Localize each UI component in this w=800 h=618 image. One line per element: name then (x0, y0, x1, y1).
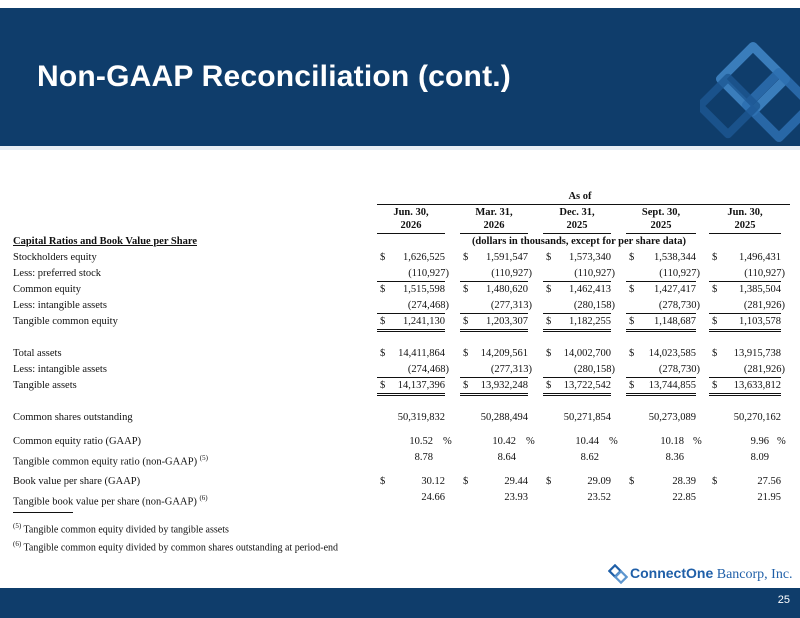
row-label: Stockholders equity (13, 252, 97, 263)
currency-sign: $ (380, 348, 386, 359)
table-cell: 50,270,162 (733, 412, 781, 423)
total-rule (460, 393, 528, 394)
table-cell: 10.18 (660, 436, 684, 447)
currency-sign: $ (463, 316, 469, 327)
table-cell: 13,932,248 (480, 380, 528, 391)
table-cell: (281,926) (743, 300, 785, 311)
table-cell: 1,573,340 (569, 252, 611, 263)
table-cell: (277,313) (490, 364, 532, 375)
table-cell: 1,538,344 (654, 252, 696, 263)
table-cell: 9.96 (750, 436, 769, 447)
table-cell: 10.52 (409, 436, 433, 447)
footnote-marker: (5) (13, 522, 22, 530)
column-year-5: 2025 (734, 220, 756, 231)
subtotal-rule (377, 313, 445, 314)
subtotal-rule (543, 377, 611, 378)
table-cell: 24.66 (421, 492, 445, 503)
subtotal-rule (626, 281, 696, 282)
currency-sign: $ (712, 252, 718, 263)
table-cell: 14,411,864 (398, 348, 445, 359)
table-cell: 50,288,494 (480, 412, 528, 423)
total-rule (377, 331, 445, 332)
total-rule (543, 331, 611, 332)
subtotal-rule (460, 377, 528, 378)
table-cell: 29.09 (587, 476, 611, 487)
slide-footer (0, 588, 800, 618)
table-cell: 13,744,855 (648, 380, 696, 391)
column-year-3: 2025 (566, 220, 588, 231)
percent-sign: % (526, 436, 535, 447)
row-label: Book value per share (GAAP) (13, 476, 141, 487)
currency-sign: $ (463, 380, 469, 391)
total-rule (709, 393, 781, 394)
table-cell: 23.93 (504, 492, 528, 503)
table-cell: 14,002,700 (563, 348, 611, 359)
currency-sign: $ (712, 476, 718, 487)
table-cell: 50,319,832 (397, 412, 445, 423)
table-cell: 1,515,598 (403, 284, 445, 295)
table-cell: 10.44 (575, 436, 599, 447)
page-title: Non-GAAP Reconciliation (cont.) (37, 60, 511, 93)
total-rule (543, 395, 611, 396)
table-cell: 13,722,542 (563, 380, 611, 391)
table-cell: 23.52 (587, 492, 611, 503)
units-note: (dollars in thousands, except for per share data) (471, 236, 687, 247)
total-rule (626, 329, 696, 330)
table-cell: 1,241,130 (403, 316, 445, 327)
percent-sign: % (609, 436, 618, 447)
currency-sign: $ (712, 348, 718, 359)
table-cell: 1,103,578 (739, 316, 781, 327)
table-cell: 13,633,812 (733, 380, 781, 391)
row-label: Common equity ratio (GAAP) (13, 436, 142, 447)
page-number: 25 (777, 594, 790, 606)
column-header-2: Mar. 31, (475, 207, 513, 218)
table-cell: (274,468) (407, 364, 449, 375)
header-rule-1 (377, 233, 445, 234)
logo-text-bold: ConnectOne (630, 565, 714, 581)
row-label: Tangible common equity ratio (non-GAAP) (13, 456, 198, 468)
currency-sign: $ (629, 316, 635, 327)
table-cell: 14,209,561 (480, 348, 528, 359)
subtotal-rule (626, 313, 696, 314)
table-cell: (110,927) (744, 268, 785, 279)
subtotal-rule (460, 281, 528, 282)
row-label-with-footnote (13, 492, 208, 509)
currency-sign: $ (380, 316, 386, 327)
currency-sign: $ (380, 284, 386, 295)
table-cell: 1,385,504 (739, 284, 781, 295)
row-label: Tangible assets (13, 380, 77, 391)
table-cell: 8.78 (414, 452, 433, 463)
table-cell: 8.64 (497, 452, 516, 463)
table-cell: (281,926) (743, 364, 785, 375)
table-cell: (110,927) (408, 268, 449, 279)
footnote-rule (13, 512, 73, 513)
table-cell: 14,023,585 (648, 348, 696, 359)
subtotal-rule (709, 313, 781, 314)
table-cell: (110,927) (659, 268, 700, 279)
row-label: Tangible common equity (13, 316, 118, 327)
table-cell: 22.85 (672, 492, 696, 503)
table-cell: (278,730) (658, 364, 700, 375)
total-rule (626, 393, 696, 394)
table-cell: 1,148,687 (654, 316, 696, 327)
subtotal-rule (709, 281, 781, 282)
total-rule (709, 329, 781, 330)
table-cell: 1,182,255 (569, 316, 611, 327)
currency-sign: $ (629, 476, 635, 487)
table-cell: (280,158) (573, 300, 615, 311)
footnote-6 (13, 538, 338, 554)
total-rule (460, 329, 528, 330)
subtotal-rule (543, 313, 611, 314)
currency-sign: $ (546, 316, 552, 327)
table-cell: 27.56 (757, 476, 781, 487)
total-rule (460, 395, 528, 396)
total-rule (460, 331, 528, 332)
header-rule-5 (709, 233, 781, 234)
column-header-1: Jun. 30, (393, 207, 429, 218)
table-cell: 1,496,431 (739, 252, 781, 263)
subtotal-rule (377, 377, 445, 378)
logo-mark-icon (608, 564, 628, 584)
footnote-5 (13, 520, 229, 536)
table-cell: 50,271,854 (563, 412, 611, 423)
column-header-5: Jun. 30, (727, 207, 763, 218)
company-logo (608, 563, 793, 585)
row-label: Less: preferred stock (13, 268, 102, 279)
total-rule (626, 331, 696, 332)
footnote-marker: (6) (13, 540, 22, 548)
currency-sign: $ (463, 476, 469, 487)
currency-sign: $ (380, 252, 386, 263)
total-rule (543, 393, 611, 394)
total-rule (377, 329, 445, 330)
table-cell: (274,468) (407, 300, 449, 311)
footnote-marker: (5) (199, 454, 208, 462)
logo-text (630, 565, 793, 583)
table-cell: 13,915,738 (733, 348, 781, 359)
currency-sign: $ (712, 284, 718, 295)
subtotal-rule (709, 377, 781, 378)
row-label: Total assets (13, 348, 62, 359)
footnote-text: Tangible common equity divided by common shares outstanding at period-end (23, 542, 339, 554)
row-label: Less: intangible assets (13, 364, 107, 375)
total-rule (709, 331, 781, 332)
row-label-with-footnote (13, 452, 208, 469)
percent-sign: % (443, 436, 452, 447)
column-year-1: 2026 (400, 220, 422, 231)
table-cell: 8.62 (580, 452, 599, 463)
currency-sign: $ (380, 476, 386, 487)
group-header-rule (377, 204, 790, 205)
table-cell: 21.95 (757, 492, 781, 503)
total-rule (377, 393, 445, 394)
total-rule (709, 395, 781, 396)
table-cell: 1,203,307 (486, 316, 528, 327)
currency-sign: $ (712, 380, 718, 391)
table-cell: (110,927) (574, 268, 615, 279)
currency-sign: $ (629, 284, 635, 295)
section-title: Capital Ratios and Book Value per Share (13, 236, 197, 247)
table-cell: 1,626,525 (403, 252, 445, 263)
footnote-marker: (6) (199, 494, 208, 502)
table-cell: 8.09 (750, 452, 769, 463)
subtotal-rule (460, 313, 528, 314)
table-cell: (277,313) (490, 300, 532, 311)
currency-sign: $ (546, 252, 552, 263)
total-rule (626, 395, 696, 396)
currency-sign: $ (629, 348, 635, 359)
currency-sign: $ (380, 380, 386, 391)
column-year-2: 2026 (483, 220, 505, 231)
currency-sign: $ (629, 252, 635, 263)
column-header-4: Sept. 30, (641, 207, 681, 218)
total-rule (377, 395, 445, 396)
table-cell: (110,927) (491, 268, 532, 279)
row-label: Tangible book value per share (non-GAAP) (13, 496, 197, 508)
table-cell: 30.12 (421, 476, 445, 487)
table-cell: 28.39 (672, 476, 696, 487)
header-rule-4 (626, 233, 696, 234)
header-rule-3 (543, 233, 611, 234)
subtotal-rule (626, 377, 696, 378)
header-rule-2 (460, 233, 528, 234)
table-cell: (278,730) (658, 300, 700, 311)
table-cell: 1,480,620 (486, 284, 528, 295)
subtotal-rule (543, 281, 611, 282)
group-header: As of (568, 191, 592, 202)
column-header-3: Dec. 31, (559, 207, 595, 218)
currency-sign: $ (629, 380, 635, 391)
currency-sign: $ (712, 316, 718, 327)
currency-sign: $ (463, 252, 469, 263)
row-label: Common shares outstanding (13, 412, 133, 423)
table-cell: 50,273,089 (648, 412, 696, 423)
currency-sign: $ (463, 284, 469, 295)
logo-text-rest: Bancorp, Inc. (713, 567, 793, 582)
table-cell: 1,462,413 (569, 284, 611, 295)
currency-sign: $ (546, 284, 552, 295)
percent-sign: % (777, 436, 786, 447)
currency-sign: $ (546, 380, 552, 391)
table-cell: 8.36 (665, 452, 684, 463)
table-cell: 1,427,417 (654, 284, 696, 295)
percent-sign: % (693, 436, 702, 447)
table-cell: (280,158) (573, 364, 615, 375)
currency-sign: $ (546, 348, 552, 359)
row-label: Common equity (13, 284, 81, 295)
footnote-text: Tangible common equity divided by tangible assets (23, 524, 229, 536)
table-cell: 14,137,396 (397, 380, 445, 391)
table-cell: 1,591,547 (486, 252, 528, 263)
currency-sign: $ (463, 348, 469, 359)
table-cell: 29.44 (504, 476, 528, 487)
column-year-4: 2025 (650, 220, 672, 231)
total-rule (543, 329, 611, 330)
subtotal-rule (377, 281, 445, 282)
currency-sign: $ (546, 476, 552, 487)
table-cell: 10.42 (492, 436, 516, 447)
row-label: Less: intangible assets (13, 300, 107, 311)
